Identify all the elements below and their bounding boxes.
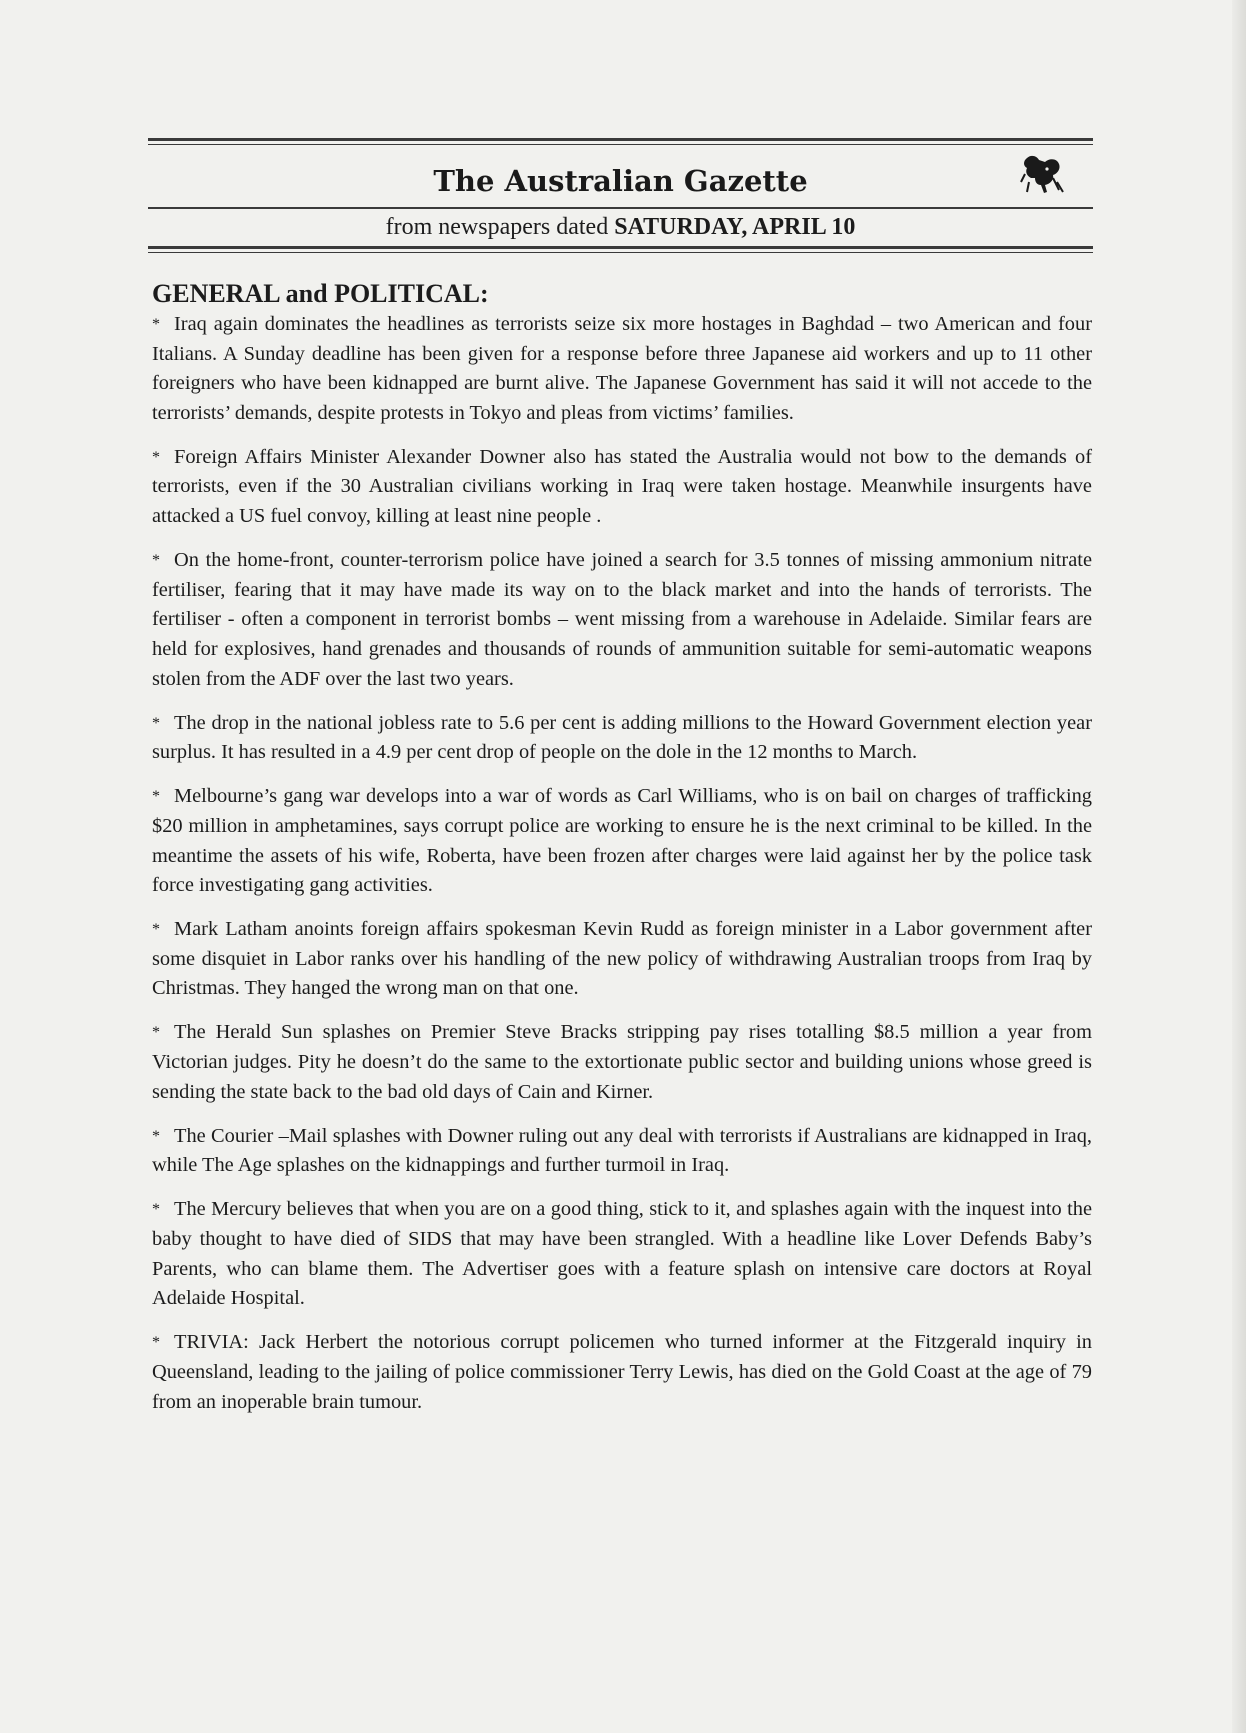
bullet-marker: *	[152, 1334, 160, 1352]
bullet-marker: *	[152, 788, 160, 806]
news-item-text: The Mercury believes that when you are on a good thing, stick to it, and splashes again with the inquest into the baby thought to have died of SIDS that may have been strangled. With a headline like Lover Defends Baby’s Parents, who can blame them. The Advertiser goes with a feature splash on intensive care doctors at Royal Adelaide Hospital.	[152, 1198, 1092, 1310]
bullet-marker: *	[152, 1127, 160, 1145]
masthead	[148, 138, 1093, 253]
bullet-marker: *	[152, 448, 160, 466]
general-political-section	[152, 278, 1092, 1432]
news-item-text: Foreign Affairs Minister Alexander Downer also has stated the Australia would not bow to the demands of terrorists, even if the 30 Australian civilians working in Iraq were taken hostage. Meanwhile insurgents have attacked a US fuel convoy, killing at least nine people .	[152, 445, 1092, 528]
news-item	[152, 1018, 1092, 1107]
news-item	[152, 782, 1092, 900]
news-item	[152, 310, 1092, 428]
news-item-text: The Herald Sun splashes on Premier Steve Bracks stripping pay rises totalling $8.5 million a year from Victorian judges. Pity he doesn’t do the same to the extortionate public sector and building unions whose greed is sending the state back to the bad old days of Cain and Kirner.	[152, 1021, 1092, 1103]
koala-icon	[1017, 152, 1067, 198]
news-item	[152, 546, 1092, 694]
news-item-text: TRIVIA: Jack Herbert the notorious corrupt policemen who turned informer at the Fitzgerald inquiry in Queensland, leading to the jailing of police commissioner Terry Lewis, has died on the Gold Coast at the age of 79 from an inoperable brain tumour.	[152, 1331, 1092, 1413]
page-edge-shadow	[1232, 0, 1246, 1733]
bullet-marker: *	[152, 921, 160, 939]
bullet-marker: *	[152, 714, 160, 732]
news-item	[152, 1328, 1092, 1417]
news-item-text: The Courier –Mail splashes with Downer ruling out any deal with terrorists if Australians are kidnapped in Iraq, while The Age splashes on the kidnappings and further turmoil in Iraq.	[152, 1124, 1092, 1177]
masthead-top-rule	[148, 138, 1093, 145]
publication-title: The Australian Gazette	[433, 164, 808, 198]
news-item	[152, 443, 1092, 532]
masthead-date-line	[148, 209, 1093, 246]
news-item-text: On the home-front, counter-terrorism police have joined a search for 3.5 tonnes of missing ammonium nitrate fertiliser, fearing that it may have made its way on to the black market and into the hands of terrorists. The fertiliser - often a component in terrorist bombs – went missing from a warehouse in Adelaide. Similar fears are held for explosives, hand grenades and thousands of rounds of ammunition suitable for semi-automatic weapons stolen from the ADF over the last two years.	[152, 549, 1092, 690]
news-item	[152, 709, 1092, 768]
bullet-marker: *	[152, 552, 160, 570]
bullet-marker: *	[152, 316, 160, 333]
masthead-title-row	[148, 145, 1093, 207]
section-heading: GENERAL and POLITICAL:	[152, 279, 489, 308]
news-item	[152, 915, 1092, 1004]
masthead-bottom-rule	[148, 246, 1093, 253]
news-item	[152, 1195, 1092, 1313]
bullet-marker: *	[152, 1024, 160, 1042]
news-item	[152, 1122, 1092, 1181]
news-item-text: The drop in the national jobless rate to 5.6 per cent is adding millions to the Howard Government election year surplus. It has resulted in a 4.9 per cent drop of people on the dole in the 12 months to March.	[152, 711, 1092, 764]
news-item-text: Iraq again dominates the headlines as terrorists seize six more hostages in Baghdad – two American and four Italians. A Sunday deadline has been given for a response before three Japanese aid workers and up to 11 other foreigners who have been kidnapped are burnt alive. The Japanese Government has said it will not accede to the terrorists’ demands, despite protests in Tokyo and pleas from victims’ families.	[152, 313, 1092, 424]
issue-date: SATURDAY, APRIL 10	[614, 214, 856, 240]
news-item-text: Melbourne’s gang war develops into a war of words as Carl Williams, who is on bail on charges of trafficking $20 million in amphetamines, says corrupt police are working to ensure he is the next criminal to be killed. In the meantime the assets of his wife, Roberta, have been frozen after charges were laid against her by the police task force investigating gang activities.	[152, 785, 1092, 897]
date-prefix: from newspapers dated	[385, 214, 609, 240]
bullet-marker: *	[152, 1201, 160, 1219]
news-item-text: Mark Latham anoints foreign affairs spokesman Kevin Rudd as foreign minister in a Labor government after some disquiet in Labor ranks over his handling of the new policy of withdrawing Australian troops from Iraq by Christmas. They hanged the wrong man on that one.	[152, 918, 1092, 1000]
